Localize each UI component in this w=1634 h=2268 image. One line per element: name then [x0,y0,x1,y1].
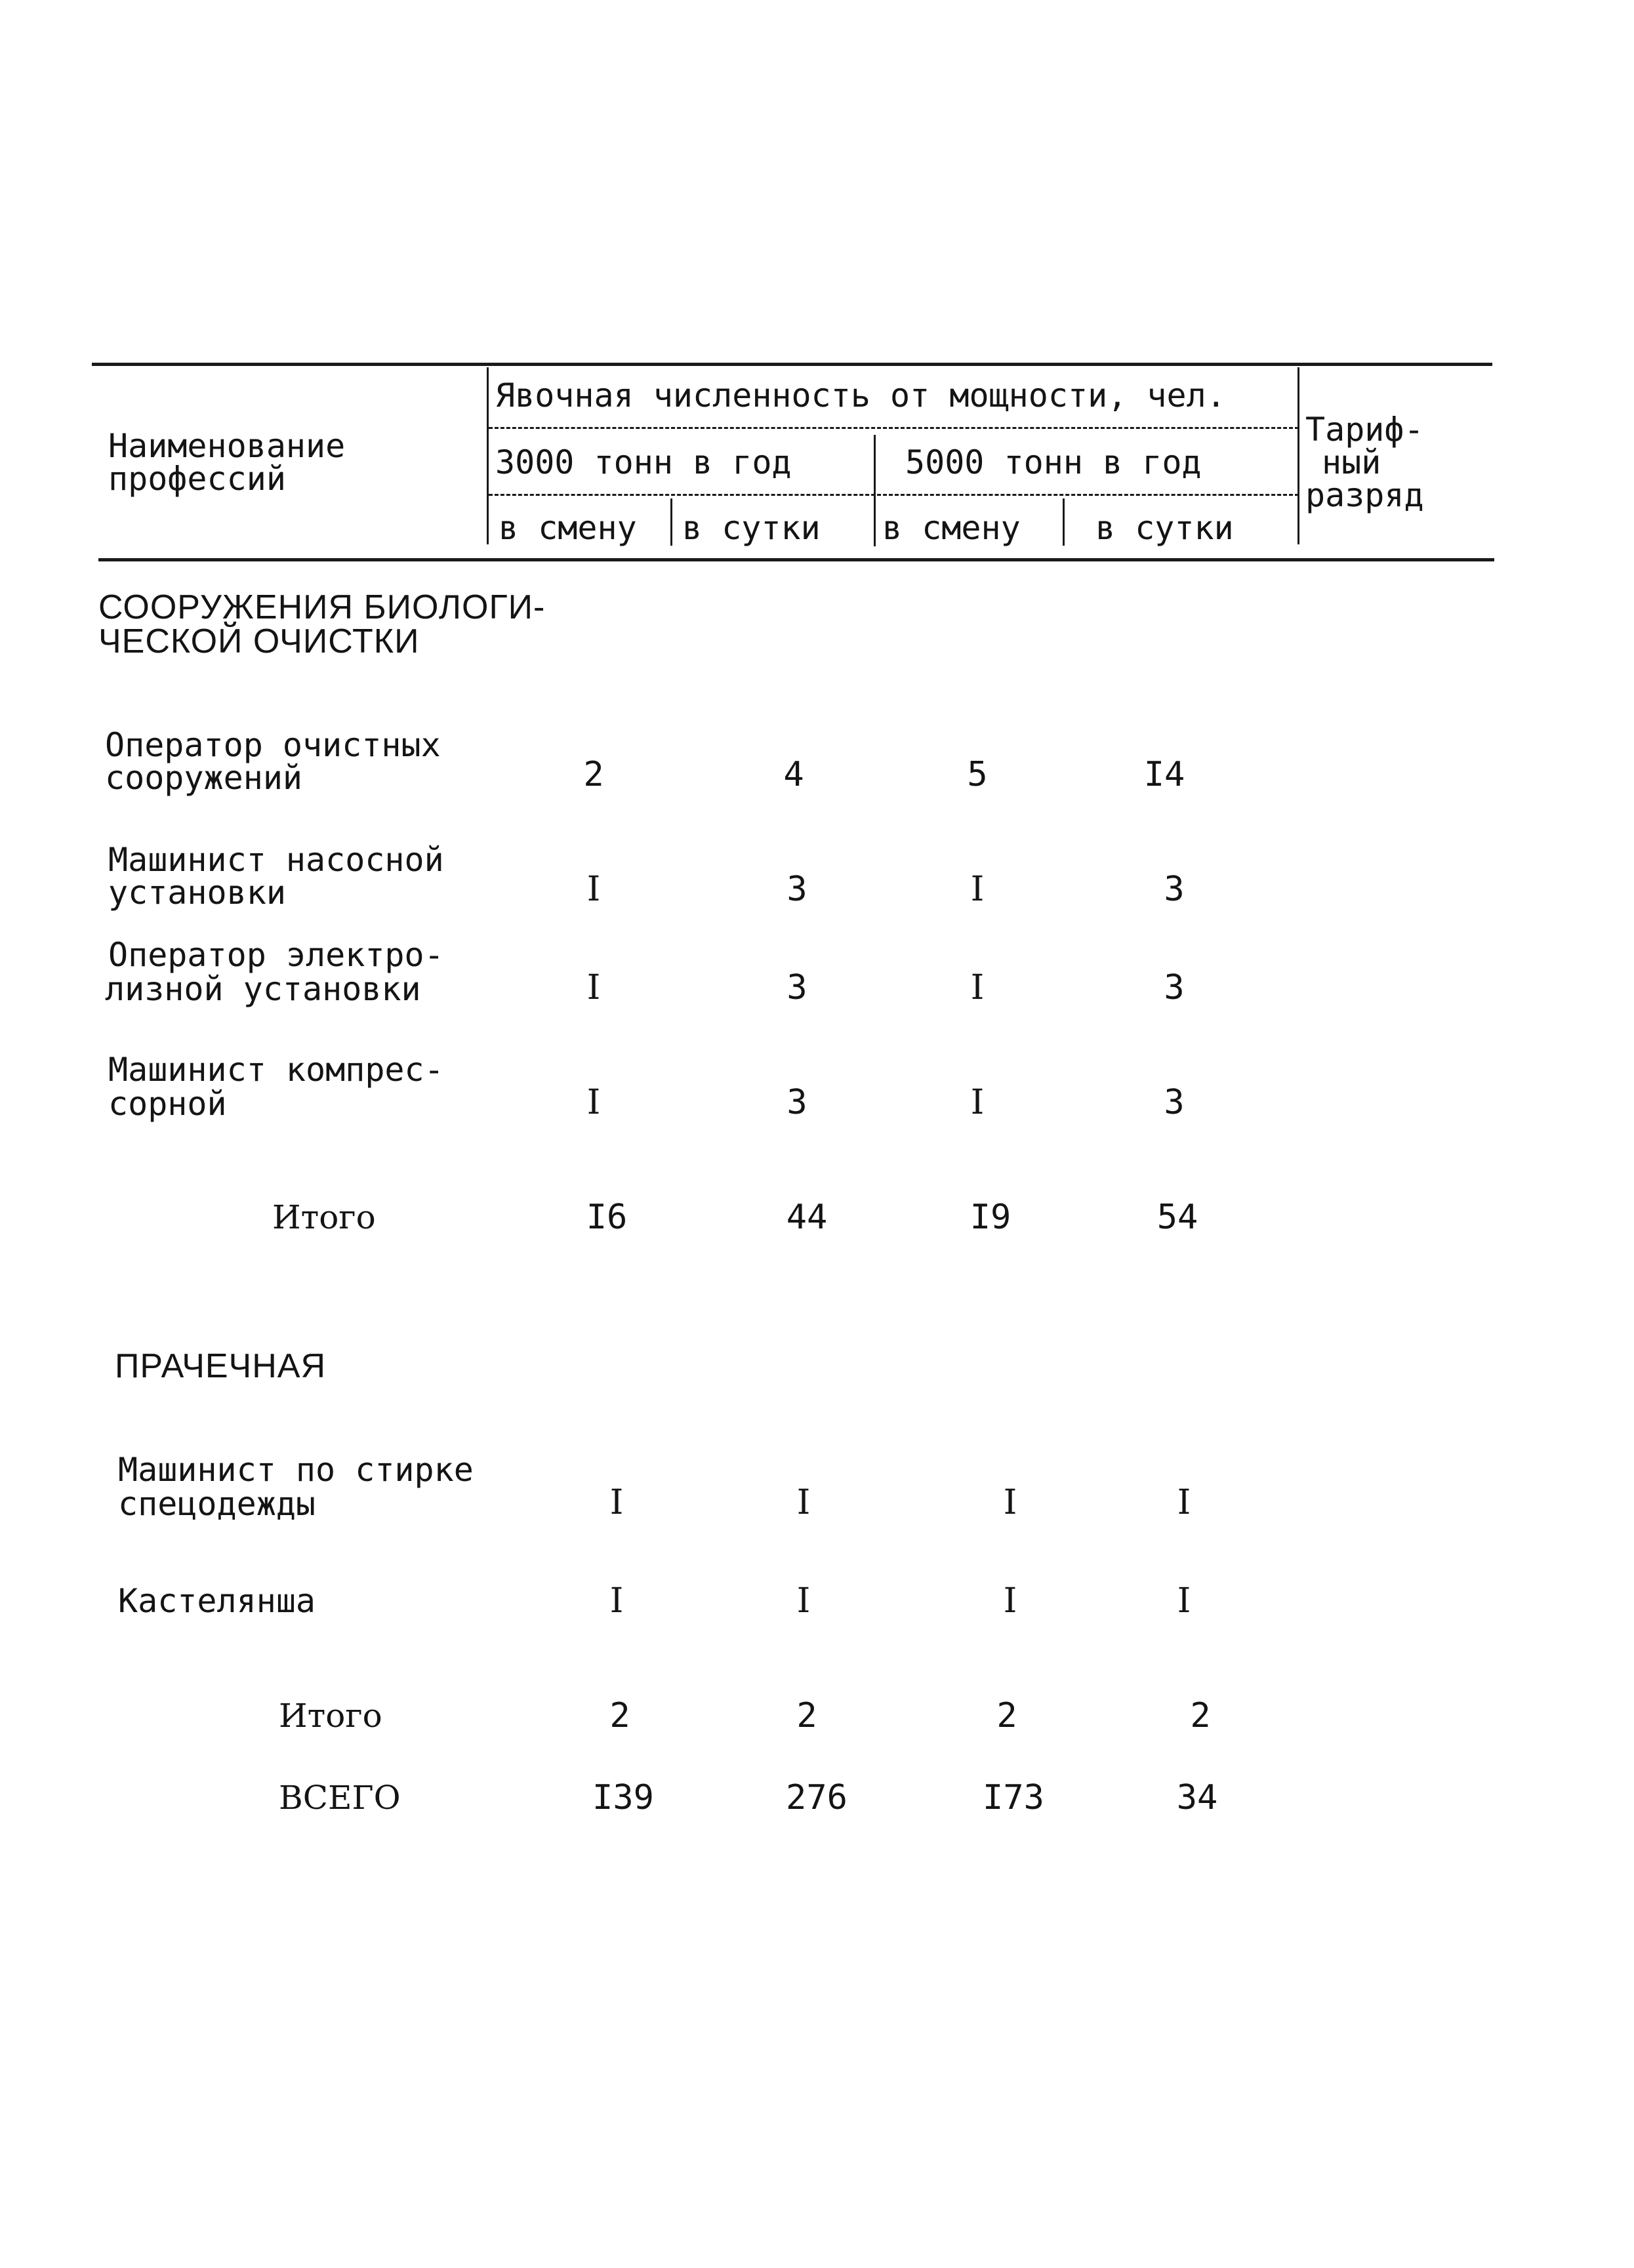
row-label-line1: Оператор очистных [105,726,441,764]
cell-day-3000: 3 [786,968,807,1007]
header-shift-5000: в смену [882,509,1021,547]
cell-shift-3000: I [609,1483,624,1522]
cell-day-3000: 3 [786,870,807,909]
row-label-line2: сорной [108,1085,227,1123]
subtotal-shift-5000: 2 [996,1696,1017,1735]
header-tariff-line2: ный [1322,443,1381,481]
header-shift2-separator [1063,498,1065,546]
row-label-line2: установки [108,874,286,912]
cell-day-3000: I [796,1581,811,1621]
section-title-biological-line1: СООРУЖЕНИЯ БИОЛОГИ- [98,588,546,626]
section-title-biological-line2: ЧЕСКОЙ ОЧИСТКИ [98,622,420,660]
subtotal-day-3000: 44 [786,1198,828,1237]
subtotal-label: Итого [272,1198,376,1236]
header-col-name-line1: Наименование [108,427,346,465]
header-capacity-3000: 3000 тонн в год [495,443,792,481]
subtotal-day-5000: 54 [1156,1198,1198,1237]
cell-day-5000: 3 [1164,968,1185,1007]
cell-day-3000: I [796,1483,811,1522]
cell-shift-5000: 5 [967,755,988,794]
header-day-3000: в сутки [682,509,821,547]
row-label-line2: сооружений [105,759,303,797]
row-label-line1: Машинист насосной [108,841,444,879]
cell-shift-3000: I [586,968,601,1007]
grand-total-shift-5000: I73 [983,1778,1044,1817]
grand-total-day-5000: 34 [1176,1778,1218,1817]
header-col-name-line2: профессий [108,460,286,498]
header-tariff-line1: Тариф- [1305,411,1424,449]
cell-shift-5000: I [1003,1483,1017,1522]
cell-shift-5000: I [970,1083,985,1122]
header-capacity-separator [874,435,876,546]
header-shift-3000: в смену [499,509,637,547]
subtotal-label: Итого [279,1697,382,1735]
cell-shift-5000: I [970,968,985,1007]
subtotal-day-3000: 2 [796,1696,817,1735]
subtotal-shift-5000: I9 [970,1198,1011,1237]
cell-shift-3000: I [609,1581,624,1621]
header-top-rule [92,363,1492,366]
section-title-laundry: ПРАЧЕЧНАЯ [115,1347,326,1385]
header-tariff-line3: разряд [1305,476,1424,514]
subtotal-day-5000: 2 [1190,1696,1211,1735]
row-label-line2: лизной установки [105,970,421,1008]
row-label-line1: Машинист по стирке [118,1451,474,1489]
cell-day-5000: I4 [1143,755,1185,794]
cell-day-5000: 3 [1164,870,1185,909]
cell-day-5000: 3 [1164,1083,1185,1122]
cell-day-3000: 4 [783,755,804,794]
subtotal-shift-3000: I6 [586,1198,628,1237]
header-group-title: Явочная численность от мощности, чел. [495,376,1226,415]
grand-total-label: ВСЕГО [279,1779,401,1817]
cell-shift-5000: I [970,870,985,909]
cell-day-3000: 3 [786,1083,807,1122]
header-capacity-5000: 5000 тонн в год [905,443,1202,481]
cell-shift-5000: I [1003,1581,1017,1621]
cell-shift-3000: 2 [583,755,604,794]
cell-day-5000: I [1177,1483,1191,1522]
header-day-5000: в сутки [1095,509,1234,547]
row-label-line1: Оператор электро- [108,936,444,974]
grand-total-shift-3000: I39 [592,1778,654,1817]
header-col-separator-left [487,367,489,544]
header-col-separator-right [1297,367,1299,544]
header-capacity-divider [489,494,1299,496]
header-group-divider [489,427,1299,429]
cell-shift-3000: I [586,1083,601,1122]
header-bottom-rule [98,558,1494,561]
cell-day-5000: I [1177,1581,1191,1621]
grand-total-day-3000: 276 [786,1778,848,1817]
row-label-line1: Кастелянша [118,1582,316,1620]
subtotal-shift-3000: 2 [609,1696,630,1735]
cell-shift-3000: I [586,870,601,909]
row-label-line1: Машинист компрес- [108,1051,444,1089]
header-shift1-separator [670,498,672,546]
row-label-line2: спецодежды [118,1485,316,1523]
